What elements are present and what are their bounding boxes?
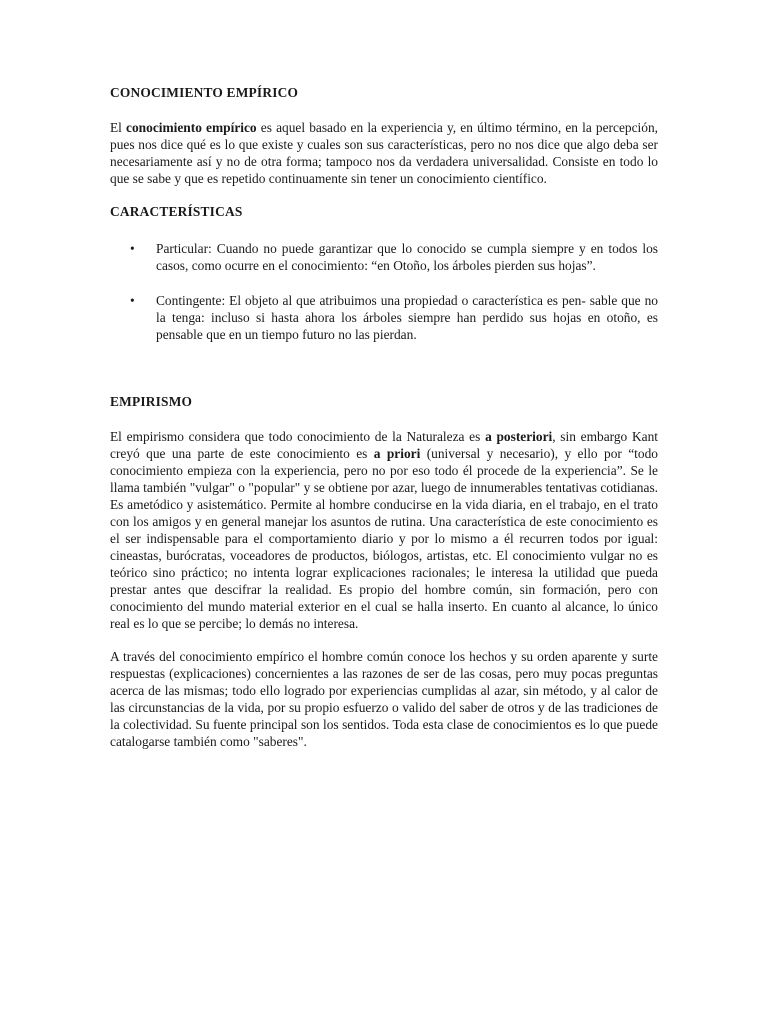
heading-caracteristicas: CARACTERÍSTICAS [110,204,243,219]
paragraph-empirismo-2: A través del conocimiento empírico el hombre común conoce los hechos y su orden aparente y surte respuestas (explicaciones) concernientes a las razones de ser de las cosas, pero muy pocas preguntas acerca de las mismas; todo ello logrado por experiencias cumplidas al azar, sin método, y al calor de las circunstancias de la vida, por su propio esfuerzo o valido del saber de otros y de las tradiciones de la colectividad. Su fuente principal son los sentidos. Toda esta clase de conocimientos es lo que puede catalogarse también como "saberes". [110,649,658,749]
term-a-posteriori: a posteriori [485,429,553,444]
empirismo-text-b: , sin embargo Kant creyó que una parte de este conocimiento es [110,429,658,461]
paragraph-empirismo-1 [110,428,658,632]
empirismo-text-a: El empirismo considera que todo conocimiento de la Naturaleza es [110,429,486,444]
heading-conocimiento-empirico: CONOCIMIENTO EMPÍRICO [110,85,299,100]
intro-text-rest: es aquel basado en la experiencia y, en último término, en la percepción, pues nos dice qué es lo que existe y cuales son sus características, pero no nos dice que algo deba ser necesariamente así y no de otra forma; tampoco nos da verdadera universalidad. Consiste en todo lo que se sabe y que es repetido continuamente sin tener un conocimiento científico. [110,120,658,186]
list-item-text: Particular: Cuando no puede garantizar que lo conocido se cumpla siempre y en todos los casos, como ocurre en el conocimiento: “en Otoño, los árboles pierden sus hojas”. [156,241,658,273]
paragraph-intro [110,119,658,187]
list-item [110,292,658,343]
empirismo-text-c: (universal y necesario), y ello por “todo conocimiento empieza con la experiencia, pero no por eso todo él procede de la experiencia”. Se le llama también "vulgar" o "popular" y se obtiene por azar, luego de innumerables tentativas cotidianas. Es ametódico y asistemático. Permite al hombre conducirse en la vida diaria, en el trabajo, en el trato con los amigos y en general manejar los asuntos de rutina. Una característica de este conocimiento es el ser indispensable para el comportamiento diario y por lo mismo a él recurren todos por igual: cineastas, burócratas, voceadores de productos, biólogos, artistas, etc. El conocimiento vulgar no es teórico sino práctico; no intenta lograr explicaciones racionales; le interesa la utilidad que pueda prestar antes que descifrar la realidad. Es propio del hombre común, sin formación, pero con conocimiento del mundo material exterior en el cual se halla inserto. En cuanto al alcance, lo único real es lo que se percibe; lo demás no interesa. [110,446,658,631]
bullet-icon: • [130,241,135,256]
list-item-text: Contingente: El objeto al que atribuimos una propiedad o característica es pen- sable que no la tenga: incluso si hasta ahora los árboles siempre han perdido sus hojas en otoño, es pensable que en un tiempo futuro no las pierdan. [156,293,658,342]
intro-text-start: El [110,120,127,135]
term-a-priori: a priori [373,446,421,461]
list-item [110,240,658,274]
intro-bold-term: conocimiento empírico [126,120,257,135]
characteristics-list [110,240,658,343]
heading-empirismo: EMPIRISMO [110,394,193,409]
bullet-icon: • [130,293,135,308]
